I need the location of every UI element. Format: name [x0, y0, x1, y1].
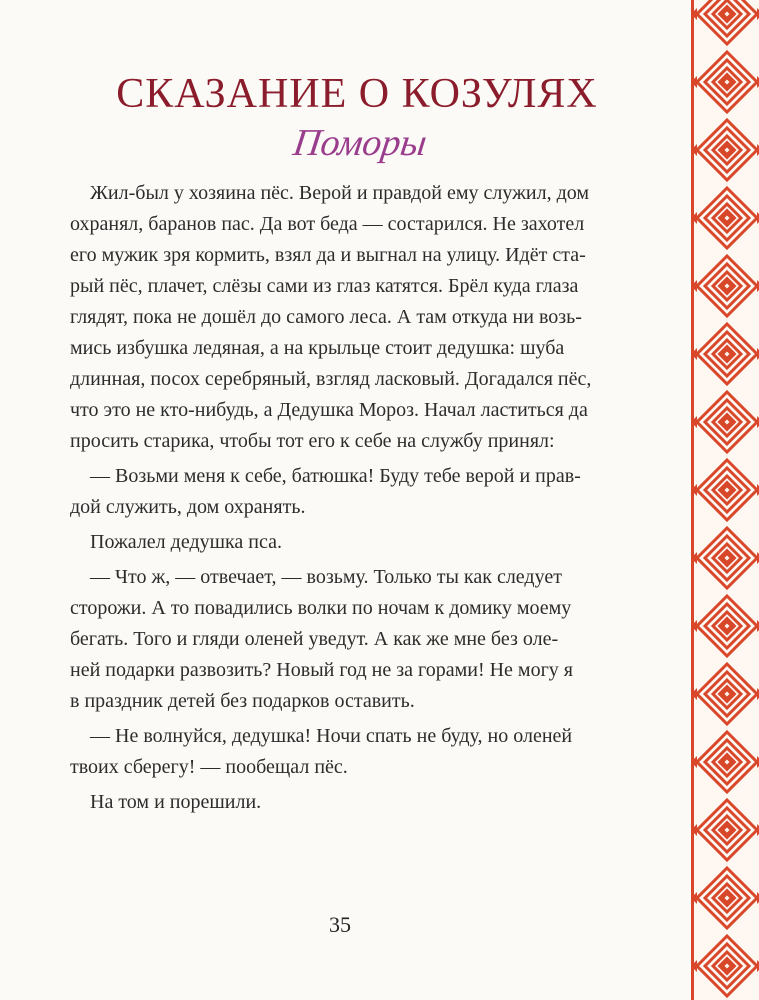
paragraph — [70, 178, 670, 457]
text-line: дой служить, дом охранять. — [70, 496, 306, 518]
paragraph — [70, 562, 670, 717]
paragraph — [70, 721, 670, 783]
text-line: глядят, пока не дошёл до самого леса. А там откуда ни возь- — [70, 306, 582, 328]
text-line: Жил-был у хозяина пёс. Верой и правдой ему служил, дом — [90, 182, 590, 204]
text-line: — Возьми меня к себе, батюшка! Буду тебе верой и прав- — [90, 465, 581, 487]
text-line: Пожалел дедушка пса. — [90, 531, 283, 553]
text-line: мись избушка ледяная, а на крыльце стоит дедушка: шуба — [70, 337, 565, 359]
paragraph — [70, 527, 670, 558]
text-line: просить старика, чтобы тот его к себе на службу принял: — [70, 430, 555, 452]
text-line: На том и порешили. — [90, 791, 262, 813]
text-line: ней подарки развозить? Новый год не за горами! Не могу я — [70, 659, 573, 681]
text-line: в праздник детей без подарков оставить. — [70, 690, 415, 712]
text-line: бегать. Того и гляди оленей уведут. А как же мне без оле- — [70, 628, 559, 650]
page-title: СКАЗАНИЕ О КОЗУЛЯХ — [116, 71, 598, 117]
ornament-border — [691, 0, 759, 1000]
page-subtitle: Поморы — [290, 122, 430, 164]
text-line: сторожи. А то повадились волки по ночам к домику моему — [70, 597, 572, 619]
text-line: твоих сберегу! — пообещал пёс. — [70, 756, 348, 778]
paragraph — [70, 461, 670, 523]
text-line: что это не кто-нибудь, а Дедушка Мороз. Начал ластиться да — [70, 399, 588, 421]
text-line: длинная, посох серебряный, взгляд ласковый. Догадался пёс, — [70, 368, 592, 390]
text-line: охранял, баранов пас. Да вот беда — состарился. Не захотел — [70, 213, 585, 235]
page-number: 35 — [329, 912, 351, 937]
text-line: рый пёс, плачет, слёзы сами из глаз катятся. Брёл куда глаза — [70, 275, 579, 297]
ornament-pattern — [691, 0, 759, 1000]
paragraph — [70, 787, 670, 818]
text-line: — Что ж, — отвечает, — возьму. Только ты как следует — [90, 566, 562, 588]
text-line: его мужик зря кормить, взял да и выгнал на улицу. Идёт ста- — [70, 244, 586, 266]
text-line: — Не волнуйся, дедушка! Ночи спать не буду, но оленей — [90, 725, 573, 747]
story-text — [70, 178, 670, 822]
